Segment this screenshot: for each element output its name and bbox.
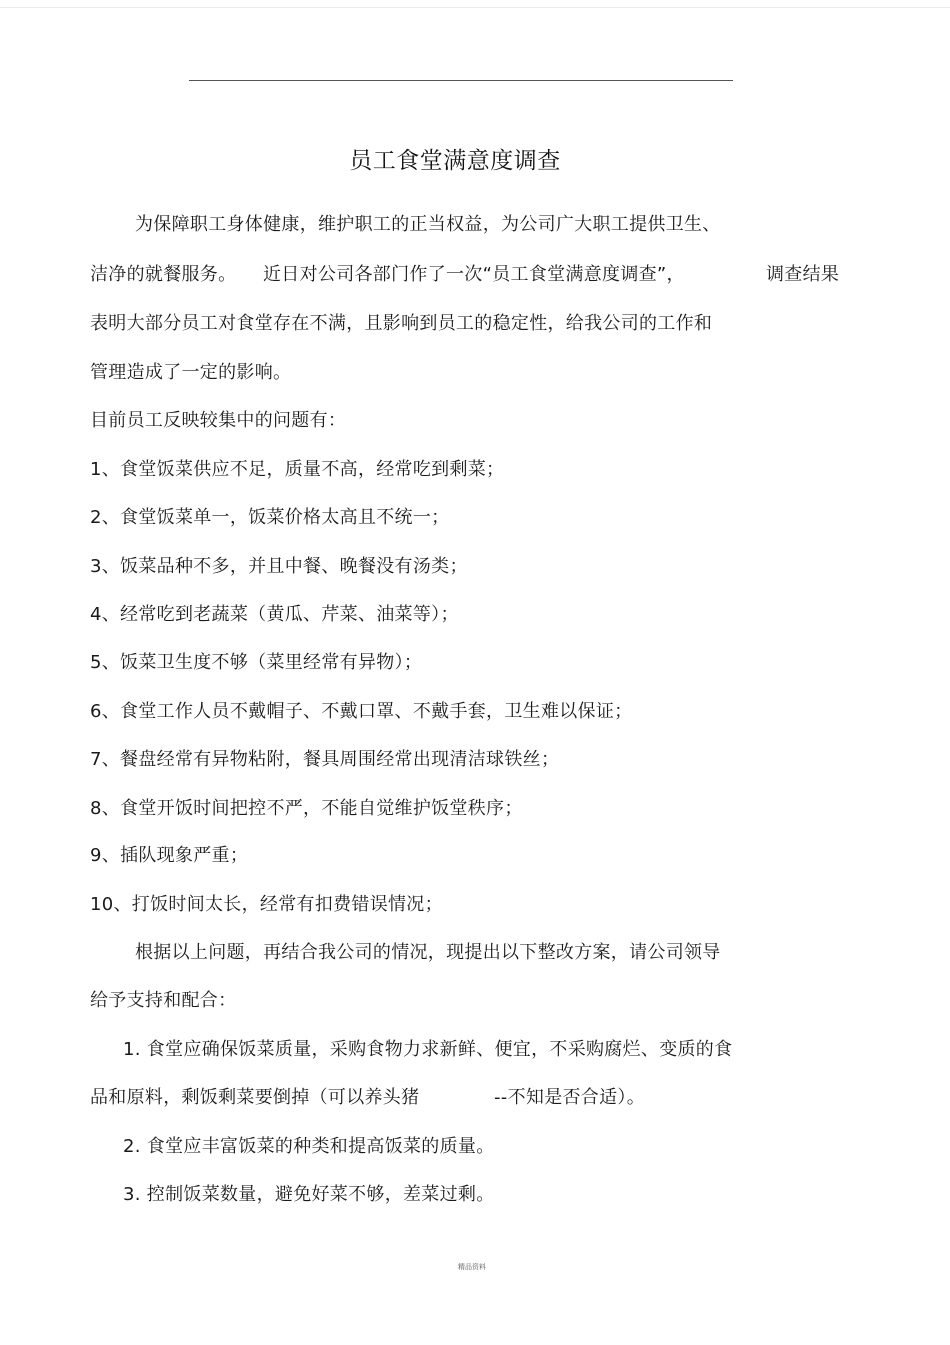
- proposal-1-line-2a: 品和原料，剩饭剩菜要倒掉（可以养头猪: [90, 1087, 420, 1108]
- issue-item-4: 4、经常吃到老蔬菜（黄瓜、芹菜、油菜等）；: [90, 604, 459, 625]
- header-rule: [189, 80, 733, 81]
- issue-item-3: 3、饭菜品种不多，并且中餐、晚餐没有汤类；: [90, 556, 468, 577]
- proposal-3: 3. 控制饭菜数量，避免好菜不够，差菜过剩。: [123, 1184, 495, 1205]
- intro-line-2c: 调查结果: [766, 264, 840, 285]
- issues-heading: 目前员工反映较集中的问题有：: [90, 410, 347, 431]
- issue-item-1: 1、食堂饭菜供应不足，质量不高，经常吃到剩菜；: [90, 459, 505, 480]
- issue-item-10: 10、打饭时间太长，经常有扣费错误情况；: [90, 894, 443, 915]
- issue-item-5: 5、饭菜卫生度不够（菜里经常有异物）；: [90, 652, 423, 673]
- issue-item-9: 9、插队现象严重；: [90, 845, 249, 866]
- intro-line-2b: 近日对公司各部门作了一次“员工食堂满意度调查”，: [263, 264, 685, 285]
- issue-item-6: 6、食堂工作人员不戴帽子、不戴口罩、不戴手套，卫生难以保证；: [90, 701, 633, 722]
- intro-line-1: 为保障职工身体健康，维护职工的正当权益，为公司广大职工提供卫生、: [135, 214, 721, 235]
- intro-line-3: 表明大部分员工对食堂存在不满，且影响到员工的稳定性，给我公司的工作和: [90, 313, 713, 334]
- proposal-1-line-2b: --不知是否合适）。: [494, 1087, 645, 1108]
- document-title: 员工食堂满意度调查: [349, 148, 561, 174]
- page-footer: 精品资料: [458, 1263, 486, 1271]
- page-top-border: [0, 7, 950, 8]
- intro-line-4: 管理造成了一定的影响。: [90, 362, 292, 383]
- proposal-intro-line-2: 给予支持和配合：: [90, 990, 237, 1011]
- intro-line-2a: 洁净的就餐服务。: [90, 264, 237, 285]
- issue-item-7: 7、餐盘经常有异物粘附，餐具周围经常出现清洁球铁丝；: [90, 749, 560, 770]
- proposal-intro-line-1: 根据以上问题，再结合我公司的情况，现提出以下整改方案，请公司领导: [135, 942, 721, 963]
- proposal-2: 2. 食堂应丰富饭菜的种类和提高饭菜的质量。: [123, 1136, 495, 1157]
- proposal-1-line-1: 1. 食堂应确保饭菜质量，采购食物力求新鲜、便宜，不采购腐烂、变质的食: [123, 1039, 733, 1060]
- issue-item-8: 8、食堂开饭时间把控不严，不能自觉维护饭堂秩序；: [90, 798, 523, 819]
- issue-item-2: 2、食堂饭菜单一，饭菜价格太高且不统一；: [90, 507, 450, 528]
